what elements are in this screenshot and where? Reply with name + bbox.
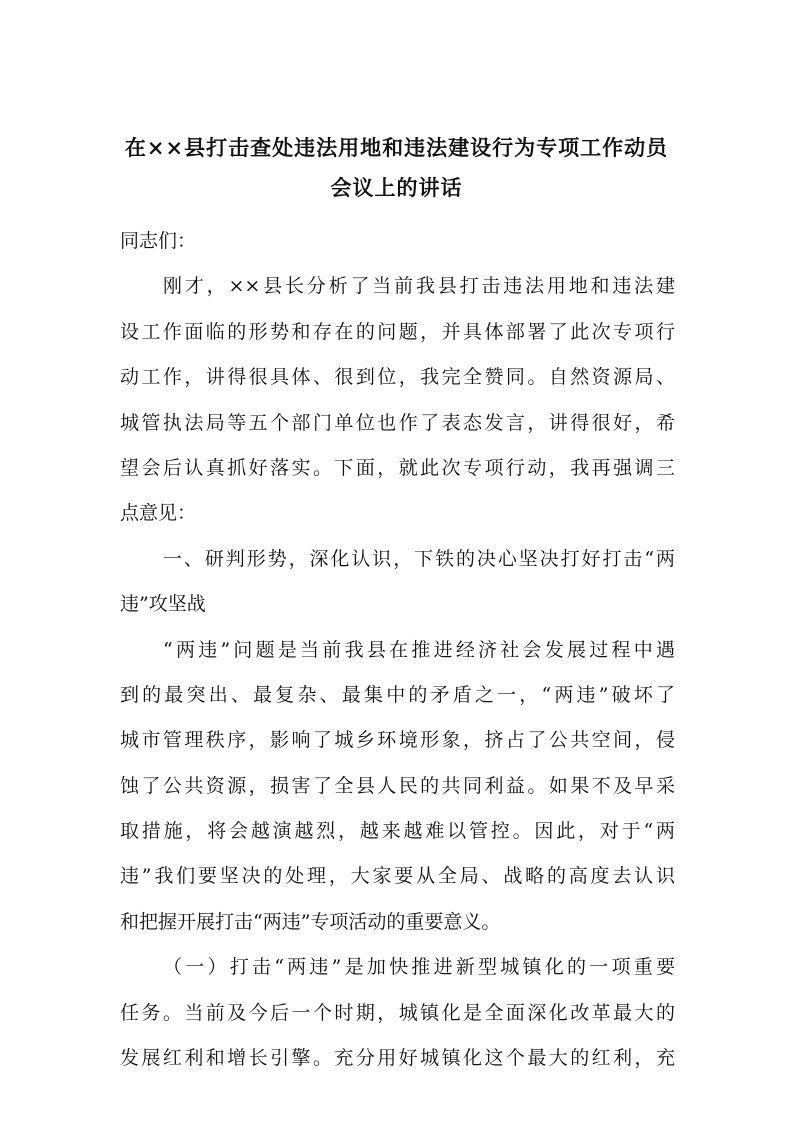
paragraph-line: 违”我们要坚决的处理，大家要从全局、战略的高度去认识	[120, 865, 675, 888]
paragraph-line: 点意见：	[120, 502, 197, 525]
document-title-line-2: 会议上的讲话	[330, 175, 463, 200]
salutation: 同志们：	[120, 230, 197, 252]
paragraph-line: 到的最突出、最复杂、最集中的矛盾之一，“两违”破坏了	[120, 683, 675, 706]
document-title-line-1: 在××县打击查处违法用地和违法建设行为专项工作动员	[124, 135, 669, 160]
paragraph-line: 蚀了公共资源，损害了全县人民的共同利益。如果不及早采	[120, 774, 675, 797]
document-body	[120, 219, 675, 1081]
paragraph-line: 望会后认真抓好落实。下面，就此次专项行动，我再强调三	[120, 456, 675, 479]
paragraph-line: 发展红利和增长引擎。充分用好城镇化这个最大的红利，充	[120, 1047, 675, 1070]
section-heading-line: 一、研判形势，深化认识，下铁的决心坚决打好打击“两	[163, 547, 675, 570]
paragraph-line: “两违”问题是当前我县在推进经济社会发展过程中遇	[163, 638, 675, 661]
paragraph-line: 刚才，××县长分析了当前我县打击违法用地和违法建	[163, 275, 675, 298]
paragraph-line: 设工作面临的形势和存在的问题，并具体部署了此次专项行	[120, 320, 675, 343]
paragraph-line: 城管执法局等五个部门单位也作了表态发言，讲得很好，希	[120, 411, 675, 434]
section-heading-line: 违”攻坚战	[120, 593, 206, 616]
paragraph-line: （一）打击“两违”是加快推进新型城镇化的一项重要	[163, 956, 675, 979]
paragraph-line: 动工作，讲得很具体、很到位，我完全赞同。自然资源局、	[120, 366, 675, 389]
paragraph-line: 任务。当前及今后一个时期，城镇化是全面深化改革最大的	[120, 1001, 675, 1024]
paragraph-line: 取措施，将会越演越烈，越来越难以管控。因此，对于“两	[120, 820, 675, 843]
paragraph-line: 城市管理秩序，影响了城乡环境形象，挤占了公共空间，侵	[120, 729, 675, 752]
paragraph-line: 和把握开展打击“两违”专项活动的重要意义。	[120, 910, 501, 933]
